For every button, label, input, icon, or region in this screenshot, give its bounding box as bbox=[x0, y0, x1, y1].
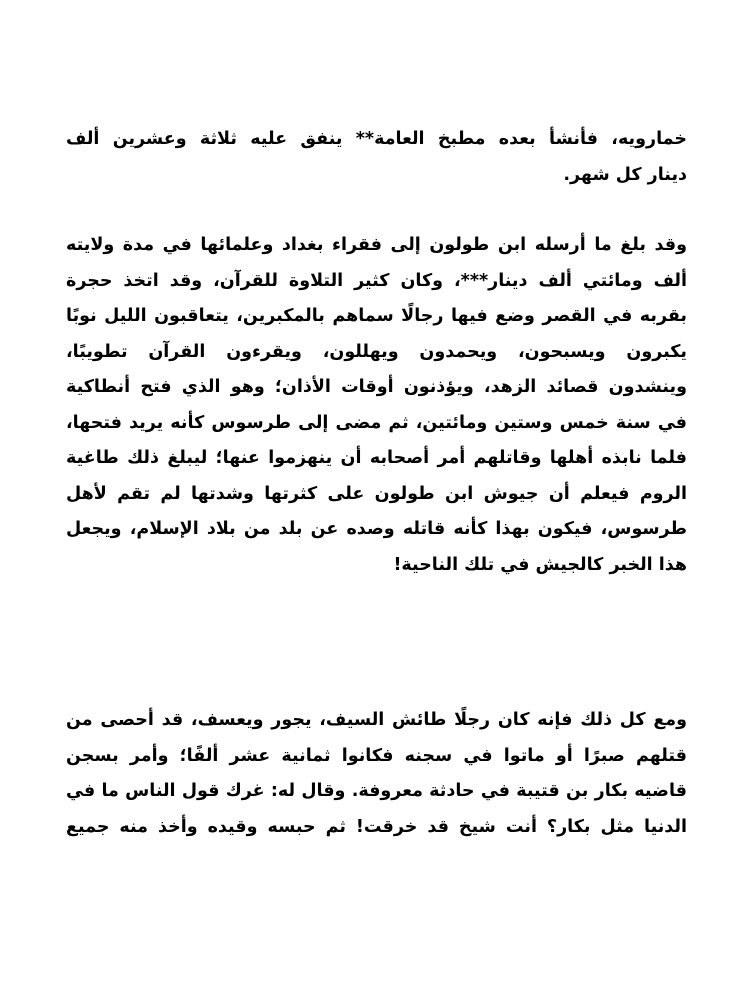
text-line: الدنيا مثل بكار؟ أنت شيخ قد خرقت! ثم حبسه وقيده وأخذ منه جميع bbox=[66, 816, 687, 837]
paragraph-2 bbox=[66, 228, 687, 583]
text-line: وقد بلغ ما أرسله ابن طولون إلى فقراء بغداد وعلمائها في مدة ولايته bbox=[66, 235, 687, 255]
text-line: يكبرون ويسبحون، ويحمدون ويهللون، ويقرءون القرآن تطويبًا، bbox=[66, 341, 687, 362]
text-line: قاضيه بكار بن قتيبة في حادثة معروفة. وقال له: غرك قول الناس ما في bbox=[66, 781, 687, 801]
text-line: الروم فيعلم أن جيوش ابن طولون على كثرتها وشدتها لم تقم لأهل bbox=[66, 483, 687, 504]
text-line: بقربه في القصر وضع فيها رجالًا سماهم بالمكبرين، يتعاقبون الليل نوبًا bbox=[66, 306, 687, 326]
text-line: ومع كل ذلك فإنه كان رجلًا طائش السيف، يجور ويعسف، قد أحصى من bbox=[66, 710, 687, 730]
text-line: هذا الخبر كالجيش في تلك الناحية! bbox=[393, 554, 687, 575]
paragraph-3 bbox=[66, 703, 687, 845]
text-line: في سنة خمس وستين ومائتين، ثم مضى إلى طرسوس كأنه يريد فتحها، bbox=[66, 412, 687, 433]
text-line: خمارويه، فأنشأ بعده مطبخ العامة** ينفق عليه ثلاثة وعشرين ألف bbox=[66, 129, 687, 149]
text-line: ألف ومائتي ألف دينار***، وكان كثير التلاوة للقرآن، وقد اتخذ حجرة bbox=[66, 270, 687, 291]
paragraph-1 bbox=[66, 122, 687, 193]
text-line: فلما نابذه أهلها وقاتلهم أمر أصحابه أن ينهزموا عنها؛ ليبلغ ذلك طاغية bbox=[66, 448, 687, 468]
text-line: دينار كل شهر. bbox=[563, 164, 687, 185]
text-line: قتلهم صبرًا أو ماتوا في سجنه فكانوا ثمانية عشر ألفًا؛ وأمر بسجن bbox=[66, 745, 687, 766]
text-line: طرسوس، فيكون بهذا كأنه قاتله وصده عن بلد من بلاد الإسلام، ويجعل bbox=[66, 519, 687, 539]
text-line: وينشدون قصائد الزهد، ويؤذنون أوقات الأذان؛ وهو الذي فتح أنطاكية bbox=[66, 377, 687, 397]
